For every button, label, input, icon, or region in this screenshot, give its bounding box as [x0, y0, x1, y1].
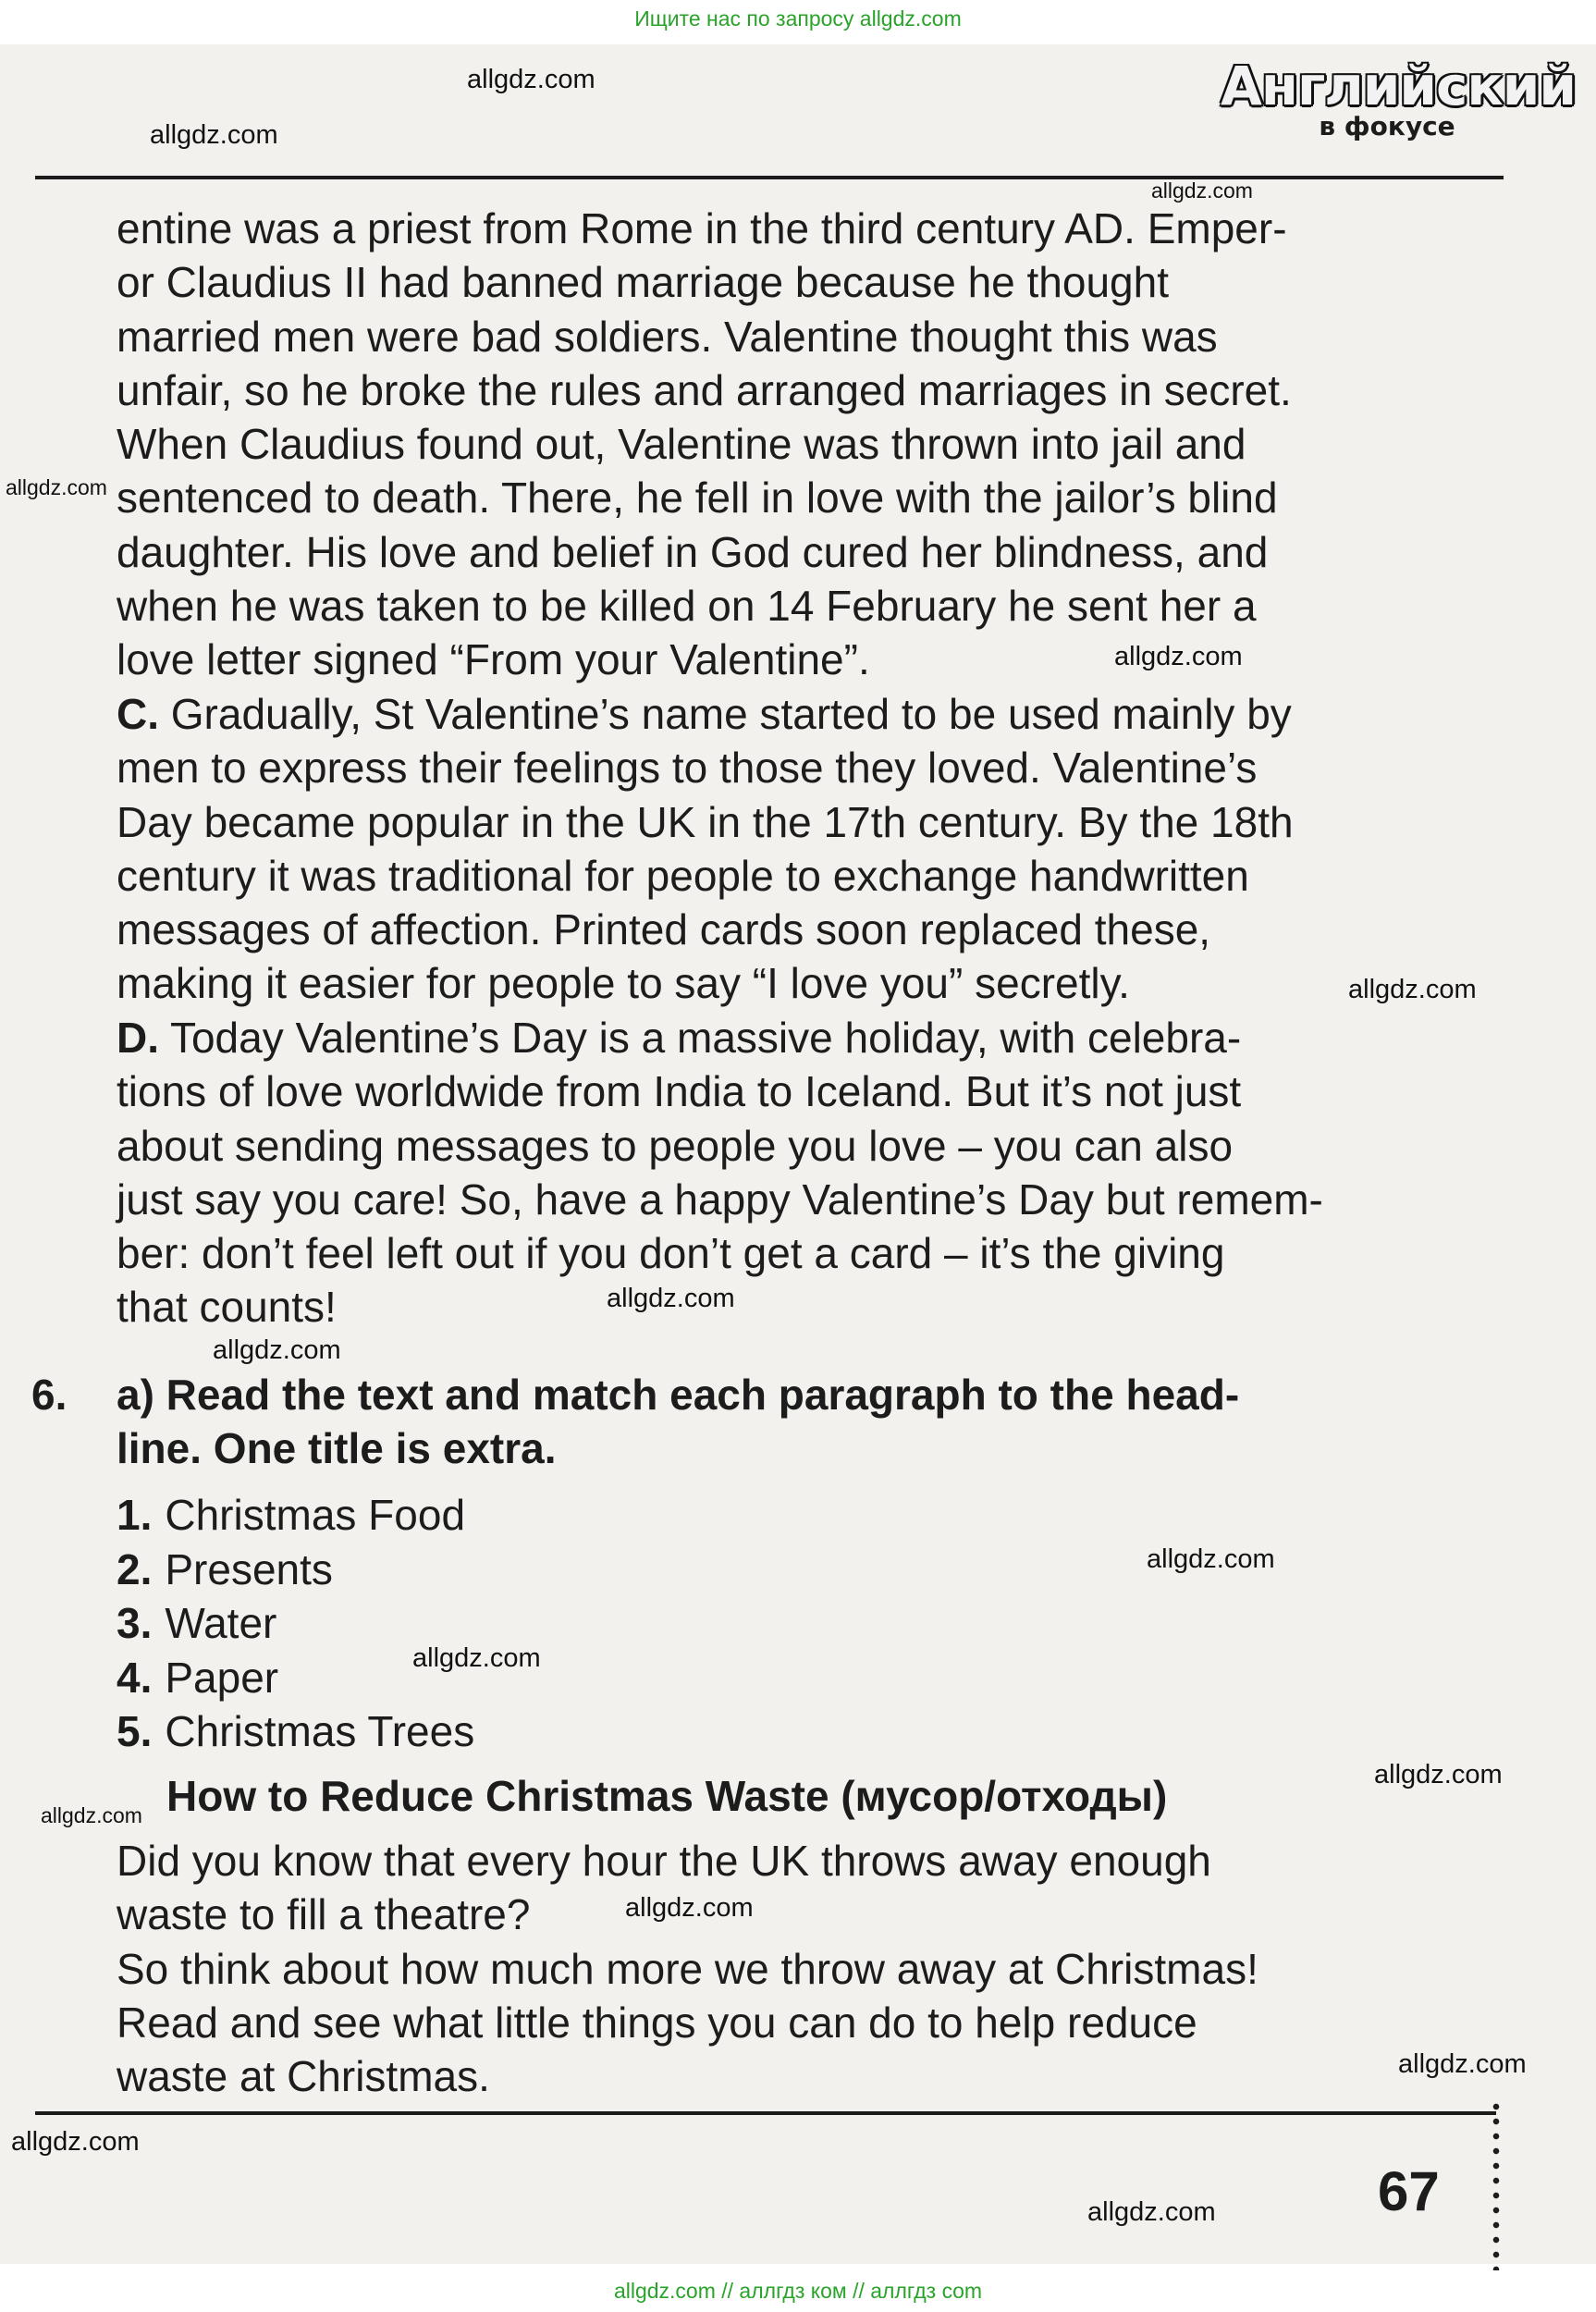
logo [1221, 55, 1577, 141]
text-line: waste at Christmas. [117, 2052, 490, 2101]
text-line: that counts! [117, 1283, 337, 1332]
headline-list [117, 1488, 1041, 1759]
text-line: tions of love worldwide from India to Iceland. But it’s not just [117, 1067, 1242, 1116]
list-item-number: 1. [117, 1491, 153, 1539]
list-item-text: Presents [165, 1544, 333, 1593]
watermark-link[interactable]: allgdz.com [213, 1335, 341, 1365]
watermark-link[interactable]: allgdz.com [625, 1893, 754, 1923]
list-item [117, 1651, 1041, 1705]
text-line: married men were bad soldiers. Valentine thought this was [117, 312, 1218, 361]
watermark-link[interactable]: allgdz.com [11, 2127, 140, 2157]
list-item-text: Water [165, 1599, 277, 1647]
text-line [117, 687, 1504, 741]
text-line: men to express their feelings to those they loved. Valentine’s [117, 744, 1258, 793]
watermark-link[interactable]: allgdz.com [607, 1284, 735, 1313]
list-item-number: 3. [117, 1599, 153, 1647]
list-item [117, 1596, 1041, 1651]
paragraph-letter: D. [117, 1014, 159, 1062]
list-item [117, 1488, 1041, 1543]
list-item-text: Christmas Food [165, 1491, 466, 1539]
text-line: unfair, so he broke the rules and arranged marriages in secret. [117, 365, 1292, 414]
watermark-link[interactable]: allgdz.com [1087, 2197, 1216, 2227]
list-item [117, 1543, 1041, 1597]
watermark-link[interactable]: allgdz.com [6, 475, 107, 499]
task-instruction [117, 1368, 1504, 1475]
watermark-link[interactable]: allgdz.com [1147, 1544, 1275, 1574]
task-number: 6. [31, 1371, 68, 1419]
text-line: or Claudius II had banned marriage because he thought [117, 258, 1170, 307]
text-line: waste to fill a theatre? [117, 1890, 531, 1939]
text-line: daughter. His love and belief in God cured her blindness, and [117, 527, 1269, 576]
text-line: So think about how much more we throw away at Christmas! [117, 1944, 1258, 1993]
text-line: Read and see what little things you can do to help reduce [117, 1998, 1197, 2047]
list-item-text: Christmas Trees [165, 1707, 475, 1755]
watermark-link[interactable]: allgdz.com [467, 65, 595, 94]
bottom-divider [35, 2111, 1496, 2115]
text-line: just say you care! So, have a happy Valentine’s Day but remem- [117, 1174, 1323, 1224]
top-divider [35, 176, 1504, 179]
list-item-number: 5. [117, 1707, 153, 1755]
watermark-link[interactable]: allgdz.com [1398, 2049, 1527, 2079]
watermark-link[interactable]: allgdz.com [1151, 178, 1253, 203]
watermark-link[interactable]: allgdz.com [1348, 975, 1477, 1004]
page-number: 67 [1378, 2160, 1440, 2222]
text-line-content: Gradually, St Valentine’s name started to be used mainly by [170, 690, 1292, 738]
text-line: entine was a priest from Rome in the third century AD. Emper- [117, 204, 1287, 252]
text-line: line. One title is extra. [117, 1424, 557, 1472]
text-line: Day became popular in the UK in the 17th century. By the 18th [117, 797, 1294, 846]
text-line-content: Today Valentine’s Day is a massive holiday, with celebra- [169, 1014, 1242, 1062]
logo-subtitle: в фокусе [1319, 111, 1455, 141]
text-line: making it easier for people to say “I love you” secretly. [117, 959, 1130, 1008]
watermark-link[interactable]: allgdz.com [150, 120, 278, 150]
text-line: century it was traditional for people to exchange handwritten [117, 851, 1249, 900]
list-item [117, 1704, 1041, 1759]
list-item-text: Paper [165, 1653, 279, 1702]
paragraph-b [117, 202, 1504, 687]
watermark-link[interactable]: allgdz.com [412, 1643, 541, 1673]
top-banner[interactable]: Ищите нас по запросу allgdz.com [634, 6, 962, 31]
paragraph-letter: C. [117, 690, 159, 738]
text-line: a) Read the text and match each paragraph to the head- [117, 1371, 1240, 1419]
paragraph-d [117, 1011, 1504, 1334]
article-heading: How to Reduce Christmas Waste (мусор/отходы) [166, 1772, 1168, 1820]
paragraph-c [117, 687, 1504, 1011]
watermark-link[interactable]: allgdz.com [1374, 1760, 1503, 1789]
logo-title: Английский [1221, 55, 1577, 117]
text-line: When Claudius found out, Valentine was thrown into jail and [117, 420, 1246, 469]
list-item-number: 4. [117, 1653, 153, 1702]
text-line: about sending messages to people you love – you can also [117, 1121, 1234, 1170]
text-line [117, 1011, 1504, 1064]
list-item-number: 2. [117, 1544, 153, 1593]
text-line: when he was taken to be killed on 14 February he sent her a [117, 582, 1257, 631]
text-line: messages of affection. Printed cards soon replaced these, [117, 905, 1211, 954]
text-line: Did you know that every hour the UK throws away enough [117, 1837, 1211, 1885]
text-line: ber: don’t feel left out if you don’t get a card – it’s the giving [117, 1229, 1225, 1278]
dotted-margin-line [1492, 2099, 1500, 2270]
text-line: sentenced to death. There, he fell in love with the jailor’s blind [117, 473, 1278, 523]
text-line: love letter signed “From your Valentine”. [117, 635, 870, 684]
watermark-link[interactable]: allgdz.com [1114, 642, 1243, 671]
watermark-link[interactable]: allgdz.com [41, 1803, 142, 1827]
article-intro [117, 1834, 1504, 2103]
bottom-banner[interactable]: allgdz.com // аллгдз ком // аллгдз com [613, 2279, 983, 2303]
